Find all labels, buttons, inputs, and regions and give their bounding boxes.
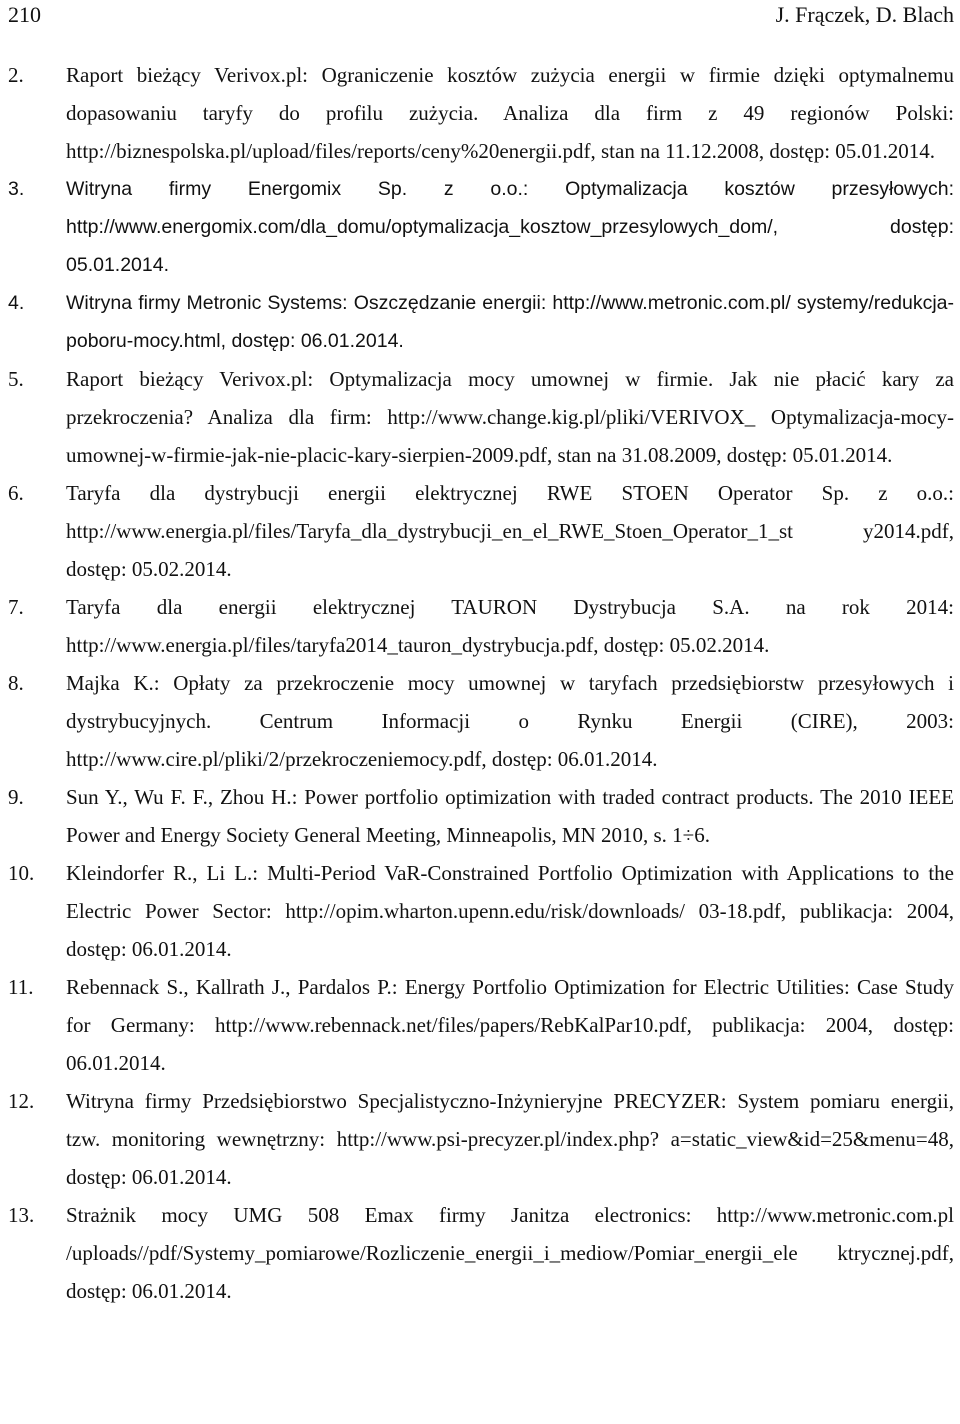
reference-text: Kleindorfer R., Li L.: Multi-Period VaR-Constrained Portfolio Optimization with Applications to the Electric Power Sector: http://opim.wharton.upenn.edu/risk/downloads/ 03-18.pdf, publikacja: 2004, dostęp: 06.01.2014. [66, 861, 954, 961]
reference-number: 6. [8, 481, 24, 505]
reference-number: 2. [8, 63, 24, 87]
reference-text: Witryna firmy Metronic Systems: Oszczędzanie energii: http://www.metronic.com.pl/ systemy/redukcja-poboru-mocy.html, dostęp: 06.01.2014. [66, 292, 954, 352]
reference-number: 4. [8, 292, 25, 314]
reference-item [8, 474, 954, 588]
reference-text: Taryfa dla energii elektrycznej TAURON Dystrybucja S.A. na rok 2014: http://www.energia.pl/files/taryfa2014_tauron_dystrybucja.pdf, dostęp: 05.02.2014. [66, 595, 954, 657]
page-number: 210 [8, 2, 41, 27]
reference-text: Strażnik mocy UMG 508 Emax firmy Janitza electronics: http://www.metronic.com.pl /uploads//pdf/Systemy_pomiarowe/Rozliczenie_energii_i_mediow/Pomiar_energii_ele ktrycznej.pdf, dostęp: 06.01.2014. [66, 1203, 954, 1303]
reference-text: Rebennack S., Kallrath J., Pardalos P.: Energy Portfolio Optimization for Electric Utilities: Case Study for Germany: http://www.rebennack.net/files/papers/RebKalPar10.pdf, publikacja: 2004, dostęp: 06.01.2014. [66, 975, 954, 1075]
reference-number: 12. [8, 1089, 35, 1113]
reference-text: Raport bieżący Verivox.pl: Optymalizacja mocy umownej w firmie. Jak nie płacić kary za przekroczenia? Analiza dla firm: http://www.change.kig.pl/pliki/VERIVOX_ Optymalizacja-mocy-umownej-w-firmie-jak-nie-placic-kary-sierpien-2009.pdf, stan na 31.08.2009, dostęp: 05.01.2014. [66, 367, 954, 467]
reference-number: 13. [8, 1203, 35, 1227]
reference-item [8, 56, 954, 170]
reference-number: 5. [8, 367, 24, 391]
running-authors: J. Frączek, D. Blach [775, 2, 954, 27]
reference-number: 10. [8, 861, 35, 885]
reference-text: Sun Y., Wu F. F., Zhou H.: Power portfolio optimization with traded contract products. The 2010 IEEE Power and Energy Society General Meeting, Minneapolis, MN 2010, s. 1÷6. [66, 785, 954, 847]
reference-number: 3. [8, 178, 25, 200]
reference-number: 9. [8, 785, 24, 809]
reference-item [8, 284, 954, 360]
reference-item [8, 664, 954, 778]
reference-number: 11. [8, 975, 34, 999]
reference-text: Raport bieżący Verivox.pl: Ograniczenie kosztów zużycia energii w firmie dzięki optymalnemu dopasowaniu taryfy do profilu zużycia. Analiza dla firm z 49 regionów Polski: http://biznespolska.pl/upload/files/reports/ceny%20energii.pdf, stan na 11.12.2008, dostęp: 05.01.2014. [66, 63, 954, 163]
reference-number: 8. [8, 671, 24, 695]
page-header [8, 2, 954, 28]
reference-text: Taryfa dla dystrybucji energii elektrycznej RWE STOEN Operator Sp. z o.o.: http://www.energia.pl/files/Taryfa_dla_dystrybucji_en_el_RWE_Stoen_Operator_1_st y2014.pdf, dostęp: 05.02.2014. [66, 481, 954, 581]
reference-text: Witryna firmy Przedsiębiorstwo Specjalistyczno-Inżynieryjne PRECYZER: System pomiaru energii, tzw. monitoring wewnętrzny: http://www.psi-precyzer.pl/index.php? a=static_view&id=25&menu=48, dostęp: 06.01.2014. [66, 1089, 954, 1189]
reference-text: Witryna firmy Energomix Sp. z o.o.: Optymalizacja kosztów przesyłowych: http://www.energomix.com/dla_domu/optymalizacja_kosztow_przesylowych_dom/, dostęp: 05.01.2014. [66, 178, 954, 276]
reference-list [8, 56, 954, 1310]
reference-text: Majka K.: Opłaty za przekroczenie mocy umownej w taryfach przedsiębiorstw przesyłowych i dystrybucyjnych. Centrum Informacji o Rynku Energii (CIRE), 2003: http://www.cire.pl/pliki/2/przekroczeniemocy.pdf, dostęp: 06.01.2014. [66, 671, 954, 771]
reference-item [8, 360, 954, 474]
reference-item [8, 588, 954, 664]
reference-number: 7. [8, 595, 24, 619]
reference-item [8, 1196, 954, 1310]
reference-item [8, 170, 954, 284]
reference-item [8, 968, 954, 1082]
reference-item [8, 854, 954, 968]
reference-item [8, 1082, 954, 1196]
reference-item [8, 778, 954, 854]
